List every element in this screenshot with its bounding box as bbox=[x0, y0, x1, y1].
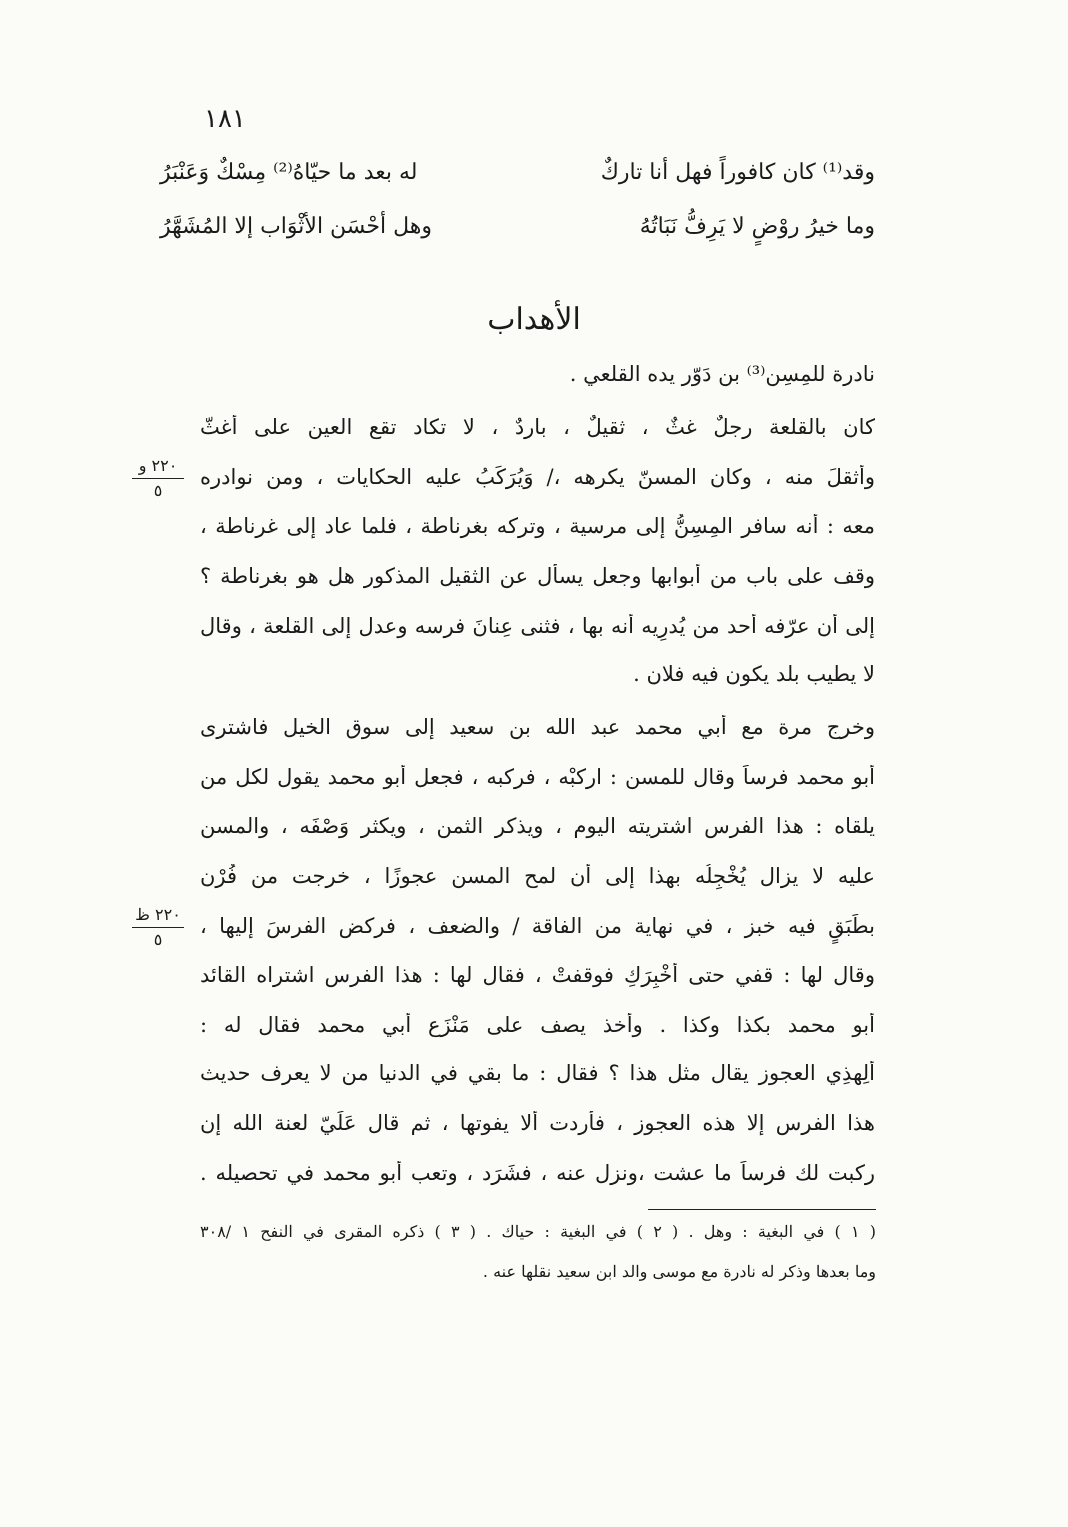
prose-line: إلى أن عرّفه أحد من يُدرِيه أنه بها ، فثنى عِنانَ فرسه وعدل إلى القلعة ، وقال bbox=[200, 614, 875, 638]
prose-line: نادرة للمِسِن⁽³⁾ بن دَوّر يده القلعي . bbox=[569, 362, 875, 386]
prose-line: ركبت لك فرساً ما عشت ،ونزل عنه ، فشَرَد ، وتعب أبو محمد في تحصيله . bbox=[200, 1161, 875, 1185]
prose-line: يلقاه : هذا الفرس اشتريته اليوم ، ويذكر الثمن ، ويكثر وَصْفَه ، والمسن bbox=[200, 814, 875, 838]
prose-line: معه : أنه سافر المِسِنُّ إلى مرسية ، وتركه بغرناطة ، فلما عاد إلى غرناطة ، bbox=[200, 514, 875, 538]
prose-line: أبو محمد فرساً وقال للمسن : اركبْه ، فركبه ، فجعل أبو محمد يقول لكل من bbox=[200, 765, 875, 789]
prose-line: وقال لها : قفي حتى أُخْبِرَكِ فوقفتْ ، فقال لها : هذا الفرس اشتراه القائد bbox=[200, 963, 875, 987]
margin-folio-rule bbox=[132, 478, 184, 479]
margin-folio-number: ٢٢٠ ظ bbox=[135, 905, 181, 924]
prose-line: بطَبَقٍ فيه خبز ، في نهاية من الفاقة / والضعف ، فركض الفرسَ إليها ، bbox=[200, 914, 875, 938]
verse-second-hemistich: وهل أحْسَن الأثْوَاب إلا المُشَهَّرُ bbox=[160, 214, 433, 239]
section-heading: الأهداب bbox=[487, 302, 581, 337]
verse-first-hemistich: وما خيرُ روْضٍ لا يَرِفُّ نَبَاتُهُ bbox=[639, 214, 875, 239]
verse-second-hemistich: له بعد ما حيّاهُ⁽²⁾ مِسْكٌ وَعَنْبَرُ bbox=[160, 160, 418, 185]
margin-line-number: ٥ bbox=[153, 930, 163, 949]
prose-line: وقف على باب من أبوابها وجعل يسأل عن الثقيل المذكور هل هو بغرناطة ؟ bbox=[200, 564, 875, 588]
prose-line: هذا الفرس إلا هذه العجوز ، فأردت ألا يفوتها ، ثم قال عَلَيّ لعنة الله إن bbox=[200, 1111, 875, 1135]
margin-folio-note bbox=[128, 907, 188, 948]
prose-line: ألِهذِي العجوز يقال مثل هذا ؟ فقال : ما بقي في الدنيا من لا يعرف حديث bbox=[200, 1061, 875, 1085]
footnote-line: ( ١ ) في البغية : وهل . ( ٢ ) في البغية : حياك . ( ٣ ) ذكره المقرى في النفح ١ /٣٠٨ bbox=[200, 1222, 876, 1241]
prose-line: وخرج مرة مع أبي محمد عبد الله بن سعيد إلى سوق الخيل فاشترى bbox=[200, 715, 875, 739]
margin-folio-note bbox=[128, 458, 188, 499]
margin-folio-number: ٢٢٠ و bbox=[138, 456, 178, 475]
margin-line-number: ٥ bbox=[153, 481, 163, 500]
prose-line: أبو محمد بكذا وكذا . وأخذ يصف على مَنْزَع أبي محمد فقال له : bbox=[200, 1013, 875, 1037]
prose-line: عليه لا يزال يُخْجِلُه بهذا إلى أن لمح المسن عجوزًا ، خرجت من فُرْن bbox=[200, 864, 875, 888]
prose-line: لا يطيب بلد يكون فيه فلان . bbox=[633, 662, 875, 686]
margin-folio-rule bbox=[132, 927, 184, 928]
prose-line: وأثقلَ منه ، وكان المسنّ يكرهه ،/ وَيُرَكِّبُ عليه الحكايات ، ومن نوادره bbox=[200, 465, 875, 489]
page-number: ١٨١ bbox=[204, 104, 246, 134]
verse-first-hemistich: وقد⁽¹⁾ كان كافوراً فهل أنا تاركٌ bbox=[600, 160, 875, 185]
verse bbox=[160, 214, 875, 254]
prose-line: كان بالقلعة رجلٌ غثٌ ، ثقيلٌ ، باردٌ ، لا تكاد تقع العين على أغثّ bbox=[200, 415, 875, 439]
verse bbox=[160, 160, 875, 200]
footnote-line: وما بعدها وذكر له نادرة مع موسى والد ابن سعيد نقلها عنه . bbox=[482, 1262, 876, 1281]
footnote-rule bbox=[648, 1209, 876, 1210]
